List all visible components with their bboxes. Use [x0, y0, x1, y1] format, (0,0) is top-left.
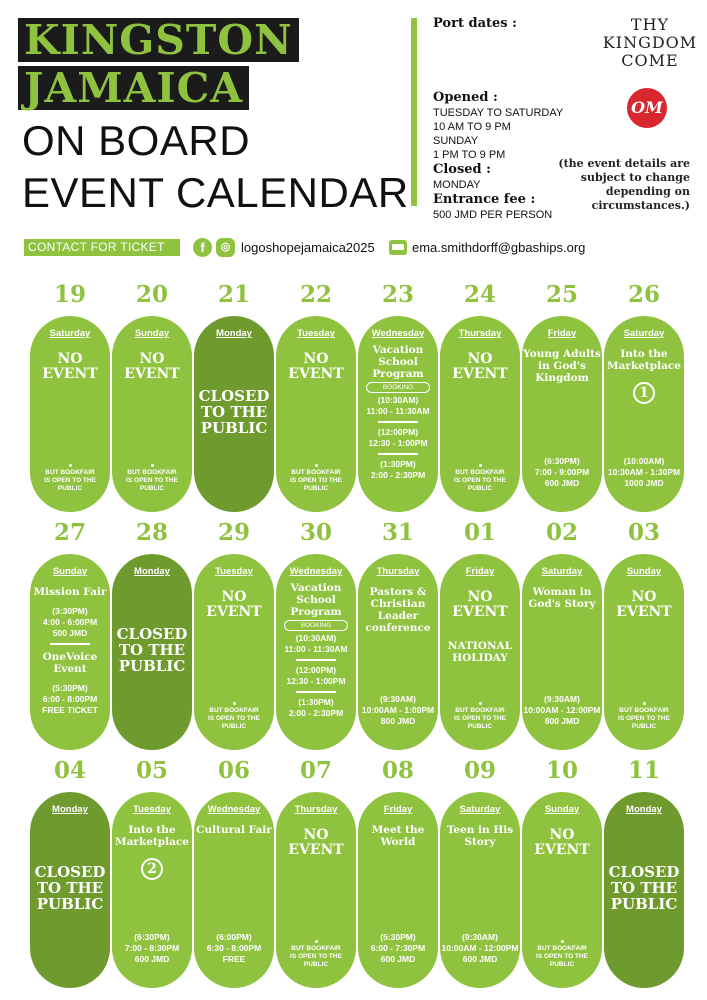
day-number: 20	[135, 281, 168, 308]
holiday-label: NATIONAL HOLIDAY	[447, 640, 513, 664]
time-range: 10:00AM - 12:00PM	[523, 705, 601, 715]
weekday-text: Tuesday	[215, 566, 253, 577]
time-start: (3:30PM)	[52, 606, 88, 616]
event-block	[358, 586, 438, 634]
slot-label: (1:30PM)	[380, 459, 416, 469]
day-card[interactable]	[358, 554, 438, 750]
time-block	[358, 932, 438, 965]
event-title: Mission Fair	[33, 586, 107, 598]
slot-label: (1:30PM)	[298, 697, 334, 707]
no-event: NO EVENT	[206, 589, 262, 620]
weekday-label	[440, 804, 520, 816]
dot	[479, 702, 482, 705]
day-card[interactable]	[522, 554, 602, 750]
no-event-block	[194, 590, 274, 620]
fee-label: Entrance fee :	[433, 192, 536, 207]
divider	[50, 643, 90, 645]
day-card[interactable]	[440, 554, 520, 750]
time-range: 7:00 - 8:30PM	[124, 943, 180, 953]
weekday-text: Monday	[626, 804, 662, 815]
bookfair-text: BUT BOOKFAIR IS OPEN TO THE PUBLIC	[290, 469, 342, 492]
day-number: 26	[627, 281, 660, 308]
closed-block	[194, 388, 274, 436]
day-number: 22	[299, 281, 332, 308]
day-number: 21	[217, 281, 250, 308]
bookfair-note	[276, 464, 356, 493]
weekday-label	[30, 328, 110, 340]
closed-block	[604, 864, 684, 912]
day-card[interactable]	[194, 792, 274, 988]
slot-range: 12:30 - 1:00PM	[286, 676, 346, 686]
event-price: 600 JMD	[544, 478, 580, 488]
weekday-text: Wednesday	[207, 804, 261, 815]
event-block	[522, 348, 602, 384]
event2-title: OneVoice Event	[42, 651, 98, 675]
event-price: 800 JMD	[544, 716, 580, 726]
day-card[interactable]	[440, 316, 520, 512]
event-price: 600 JMD	[134, 954, 170, 964]
day-card[interactable]	[604, 792, 684, 988]
time-block	[358, 694, 438, 727]
weekday-text: Thursday	[294, 804, 338, 815]
time-range: 10:30AM - 1:30PM	[607, 467, 681, 477]
weekday-label	[440, 328, 520, 340]
event-title: Cultural Fair	[196, 824, 272, 836]
event-title: Teen in His Story	[446, 824, 514, 848]
event-title: Vacation School Program	[372, 344, 424, 380]
contact-email[interactable]: ema.smithdorff@gbaships.org	[412, 240, 586, 255]
no-event: NO EVENT	[616, 589, 672, 620]
weekday-label	[358, 804, 438, 816]
event-block	[604, 348, 684, 404]
time-range: 6:30 - 8:00PM	[206, 943, 262, 953]
day-number: 08	[381, 757, 414, 784]
no-event: NO EVENT	[534, 827, 590, 858]
no-event-block	[440, 352, 520, 382]
contact-for-ticket-label: CONTACT FOR TICKET	[24, 239, 180, 256]
weekday-text: Sunday	[544, 804, 580, 815]
weekday-text: Thursday	[458, 328, 502, 339]
weekday-label	[194, 566, 274, 578]
day-number: 03	[627, 519, 660, 546]
divider	[378, 453, 418, 455]
day-card[interactable]	[276, 554, 356, 750]
time-range: 6:00 - 7:30PM	[370, 943, 426, 953]
weekday-text: Wednesday	[289, 566, 343, 577]
event2-time	[30, 683, 110, 716]
weekday-text: Monday	[134, 566, 170, 577]
bookfair-text: BUT BOOKFAIR IS OPEN TO THE PUBLIC	[618, 707, 670, 730]
time-range: 10:00AM - 1:00PM	[361, 705, 435, 715]
mail-icon	[389, 240, 407, 255]
social-handle[interactable]: logoshopejamaica2025	[241, 240, 375, 255]
event-price: FREE	[222, 954, 246, 964]
event-price: 600 JMD	[380, 954, 416, 964]
event-price: FREE TICKET	[42, 705, 98, 715]
weekday-label	[604, 328, 684, 340]
weekday-label	[30, 566, 110, 578]
port-location: KINGSTON, JAMAICA	[433, 64, 586, 79]
bookfair-note	[440, 702, 520, 731]
time-block	[194, 932, 274, 965]
bookfair-text: BUT BOOKFAIR IS OPEN TO THE PUBLIC	[536, 945, 588, 968]
event-title: Woman in God's Story	[528, 586, 596, 610]
day-number: 11	[627, 757, 660, 784]
dot	[643, 702, 646, 705]
day-number: 30	[299, 519, 332, 546]
time-start: (5:30PM)	[52, 683, 88, 693]
bookfair-text: BUT BOOKFAIR IS OPEN TO THE PUBLIC	[454, 469, 506, 492]
sunday-hours: 1 PM TO 9 PM	[433, 149, 506, 161]
day-card[interactable]	[30, 554, 110, 750]
weekday-text: Sunday	[626, 566, 662, 577]
time-block	[440, 932, 520, 965]
weekday-label	[604, 804, 684, 816]
slot-range: 2:00 - 2:30PM	[288, 708, 344, 718]
time-block	[522, 456, 602, 489]
event-time	[30, 606, 110, 639]
facebook-icon[interactable]: f	[193, 238, 212, 257]
weekday-label	[194, 804, 274, 816]
time-start: (6:00PM)	[216, 932, 252, 942]
day-card[interactable]	[112, 316, 192, 512]
time-range: 10:00AM - 12:00PM	[441, 943, 519, 953]
title-jamaica: JAMAICA	[18, 66, 249, 110]
time-start: (9:30AM)	[462, 932, 498, 942]
opened-label: Opened :	[433, 90, 498, 105]
no-event-block	[276, 352, 356, 382]
event-price: 600 JMD	[462, 954, 498, 964]
port-dates: 18TH JULY - 20TH AUGUST	[433, 31, 544, 63]
weekday-label	[604, 566, 684, 578]
bookfair-note	[194, 702, 274, 731]
closed-to-public: CLOSED TO THE PUBLIC	[34, 863, 106, 913]
weekday-label	[112, 328, 192, 340]
dot	[561, 940, 564, 943]
event-title: Vacation School Program	[290, 582, 342, 618]
bookfair-note	[112, 464, 192, 493]
bookfair-text: BUT BOOKFAIR IS OPEN TO THE PUBLIC	[126, 469, 178, 492]
bookfair-note	[522, 940, 602, 969]
day-number: 10	[545, 757, 578, 784]
weekday-label	[276, 566, 356, 578]
weekday-text: Friday	[465, 566, 495, 577]
day-number: 06	[217, 757, 250, 784]
day-number: 02	[545, 519, 578, 546]
divider-bar	[411, 18, 417, 206]
event-title: Pastors & Christian Leader conference	[365, 586, 431, 634]
day-card[interactable]	[276, 316, 356, 512]
weekday-text: Wednesday	[371, 328, 425, 339]
event-title: Into the Marketplace	[115, 824, 189, 848]
dot	[315, 940, 318, 943]
bookfair-note	[30, 464, 110, 493]
no-event-block	[276, 828, 356, 858]
slot-label: (12:00PM)	[295, 665, 337, 675]
closed-to-public: CLOSED TO THE PUBLIC	[198, 387, 270, 437]
weekday-label	[358, 566, 438, 578]
weekday-label	[522, 804, 602, 816]
day-number: 07	[299, 757, 332, 784]
weekday-text: Saturday	[49, 328, 91, 339]
day-number: 31	[381, 519, 414, 546]
day-number: 19	[53, 281, 86, 308]
weekday-label	[194, 328, 274, 340]
dot	[315, 464, 318, 467]
closed-to-public: CLOSED TO THE PUBLIC	[116, 625, 188, 675]
event-block	[522, 586, 602, 610]
slot-range: 2:00 - 2:30PM	[370, 470, 426, 480]
event-price: 800 JMD	[380, 716, 416, 726]
bookfair-text: BUT BOOKFAIR IS OPEN TO THE PUBLIC	[454, 707, 506, 730]
weekday-label	[30, 804, 110, 816]
weekday-text: Tuesday	[133, 804, 171, 815]
no-event: NO EVENT	[288, 827, 344, 858]
slot-range: 12:30 - 1:00PM	[368, 438, 428, 448]
weekday-label	[522, 566, 602, 578]
weekday-text: Saturday	[623, 328, 665, 339]
no-event-block	[30, 352, 110, 382]
fee-value: 500 JMD PER PERSON	[433, 209, 553, 221]
time-block	[522, 694, 602, 727]
time-start: (6:30PM)	[544, 456, 580, 466]
weekday-label	[440, 566, 520, 578]
bookfair-text: BUT BOOKFAIR IS OPEN TO THE PUBLIC	[208, 707, 260, 730]
event-title: Into the Marketplace	[607, 348, 681, 372]
weekday-label	[112, 566, 192, 578]
day-card[interactable]	[112, 792, 192, 988]
bookfair-text: BUT BOOKFAIR IS OPEN TO THE PUBLIC	[44, 469, 96, 492]
dot	[69, 464, 72, 467]
divider	[296, 691, 336, 693]
number-circle-icon: 2	[141, 858, 163, 880]
event-title: Meet the World	[371, 824, 425, 848]
event-price: 500 JMD	[52, 628, 88, 638]
time-start: (9:30AM)	[544, 694, 580, 704]
day-card[interactable]	[194, 316, 274, 512]
dot	[479, 464, 482, 467]
weekday-text: Friday	[383, 804, 413, 815]
day-card[interactable]	[112, 554, 192, 750]
time-range: 7:00 - 9:00PM	[534, 467, 590, 477]
day-card[interactable]	[30, 316, 110, 512]
no-event-block	[440, 590, 520, 664]
divider	[378, 421, 418, 423]
opened-hours: 10 AM TO 9 PM	[433, 121, 511, 133]
divider	[296, 659, 336, 661]
day-card[interactable]	[522, 316, 602, 512]
opened-days: TUESDAY TO SATURDAY	[433, 107, 564, 119]
title-kingston: KINGSTON	[18, 18, 299, 62]
day-card[interactable]	[522, 792, 602, 988]
day-card[interactable]	[358, 792, 438, 988]
time-start: (10:00AM)	[623, 456, 665, 466]
time-start: (6:30PM)	[134, 932, 170, 942]
event-block	[30, 586, 110, 716]
booking-button[interactable]: BOOKING	[284, 620, 348, 631]
instagram-icon[interactable]: ◎	[216, 238, 235, 257]
bookfair-text: BUT BOOKFAIR IS OPEN TO THE PUBLIC	[290, 945, 342, 968]
bookfair-note	[604, 702, 684, 731]
closed-to-public: CLOSED TO THE PUBLIC	[608, 863, 680, 913]
closed-label: Closed :	[433, 162, 491, 177]
day-number: 27	[53, 519, 86, 546]
no-event: NO EVENT	[452, 589, 508, 620]
day-number: 28	[135, 519, 168, 546]
weekday-text: Sunday	[52, 566, 88, 577]
weekday-text: Saturday	[541, 566, 583, 577]
event-block	[440, 824, 520, 848]
weekday-label	[112, 804, 192, 816]
weekday-label	[276, 804, 356, 816]
event-block	[358, 824, 438, 848]
slot-label: (12:00PM)	[377, 427, 419, 437]
no-event: NO EVENT	[452, 351, 508, 382]
weekday-text: Monday	[216, 328, 252, 339]
day-card[interactable]	[276, 792, 356, 988]
subtitle-event-calendar: EVENT CALENDAR	[22, 169, 409, 216]
day-card[interactable]	[604, 316, 684, 512]
time-range: 4:00 - 6:00PM	[42, 617, 98, 627]
day-card[interactable]	[30, 792, 110, 988]
day-number: 29	[217, 519, 250, 546]
slot-range: 11:00 - 11:30AM	[366, 406, 430, 416]
no-event: NO EVENT	[124, 351, 180, 382]
time-start: (9:30AM)	[380, 694, 416, 704]
event-price: 1000 JMD	[624, 478, 664, 488]
day-number: 24	[463, 281, 496, 308]
no-event-block	[112, 352, 192, 382]
booking-button[interactable]: BOOKING	[366, 382, 430, 393]
bookfair-note	[276, 940, 356, 969]
om-logo-icon: OM	[627, 88, 667, 128]
weekday-text: Sunday	[134, 328, 170, 339]
weekday-text: Monday	[52, 804, 88, 815]
dot	[233, 702, 236, 705]
event-block	[194, 824, 274, 836]
brand-thy-kingdom-come: THY KINGDOM COME	[602, 15, 698, 70]
day-card[interactable]	[604, 554, 684, 750]
bookfair-note	[440, 464, 520, 493]
weekday-label	[522, 328, 602, 340]
day-number: 04	[53, 757, 86, 784]
sunday-label: SUNDAY	[433, 135, 479, 147]
program-block	[358, 344, 438, 481]
no-event-block	[522, 828, 602, 858]
slot-label: (10:30AM)	[377, 395, 419, 405]
day-number: 25	[545, 281, 578, 308]
closed-block	[112, 626, 192, 674]
day-card[interactable]	[194, 554, 274, 750]
dot	[151, 464, 154, 467]
weekday-text: Thursday	[376, 566, 420, 577]
time-block	[112, 932, 192, 965]
weekday-text: Saturday	[459, 804, 501, 815]
time-range: 6:00 - 8:00PM	[42, 694, 98, 704]
weekday-text: Tuesday	[297, 328, 335, 339]
closed-day: MONDAY	[433, 179, 481, 191]
no-event: NO EVENT	[42, 351, 98, 382]
weekday-text: Friday	[547, 328, 577, 339]
subtitle-on-board: ON BOARD	[22, 117, 251, 164]
event-block	[112, 824, 192, 880]
program-block	[276, 582, 356, 719]
slot-label: (10:30AM)	[295, 633, 337, 643]
disclaimer: (the event details are subject to change depending on circumstances.)	[558, 157, 690, 212]
time-start: (5:30PM)	[380, 932, 416, 942]
time-block	[604, 456, 684, 489]
weekday-label	[358, 328, 438, 340]
port-dates-label: Port dates :	[433, 16, 517, 31]
day-number: 09	[463, 757, 496, 784]
no-event: NO EVENT	[288, 351, 344, 382]
weekday-label	[276, 328, 356, 340]
no-event-block	[604, 590, 684, 620]
day-card[interactable]	[440, 792, 520, 988]
day-card[interactable]	[358, 316, 438, 512]
number-circle-icon: 1	[633, 382, 655, 404]
event-title: Young Adults in God's Kingdom	[523, 348, 601, 384]
closed-block	[30, 864, 110, 912]
day-number: 23	[381, 281, 414, 308]
day-number: 05	[135, 757, 168, 784]
day-number: 01	[463, 519, 496, 546]
slot-range: 11:00 - 11:30AM	[284, 644, 348, 654]
